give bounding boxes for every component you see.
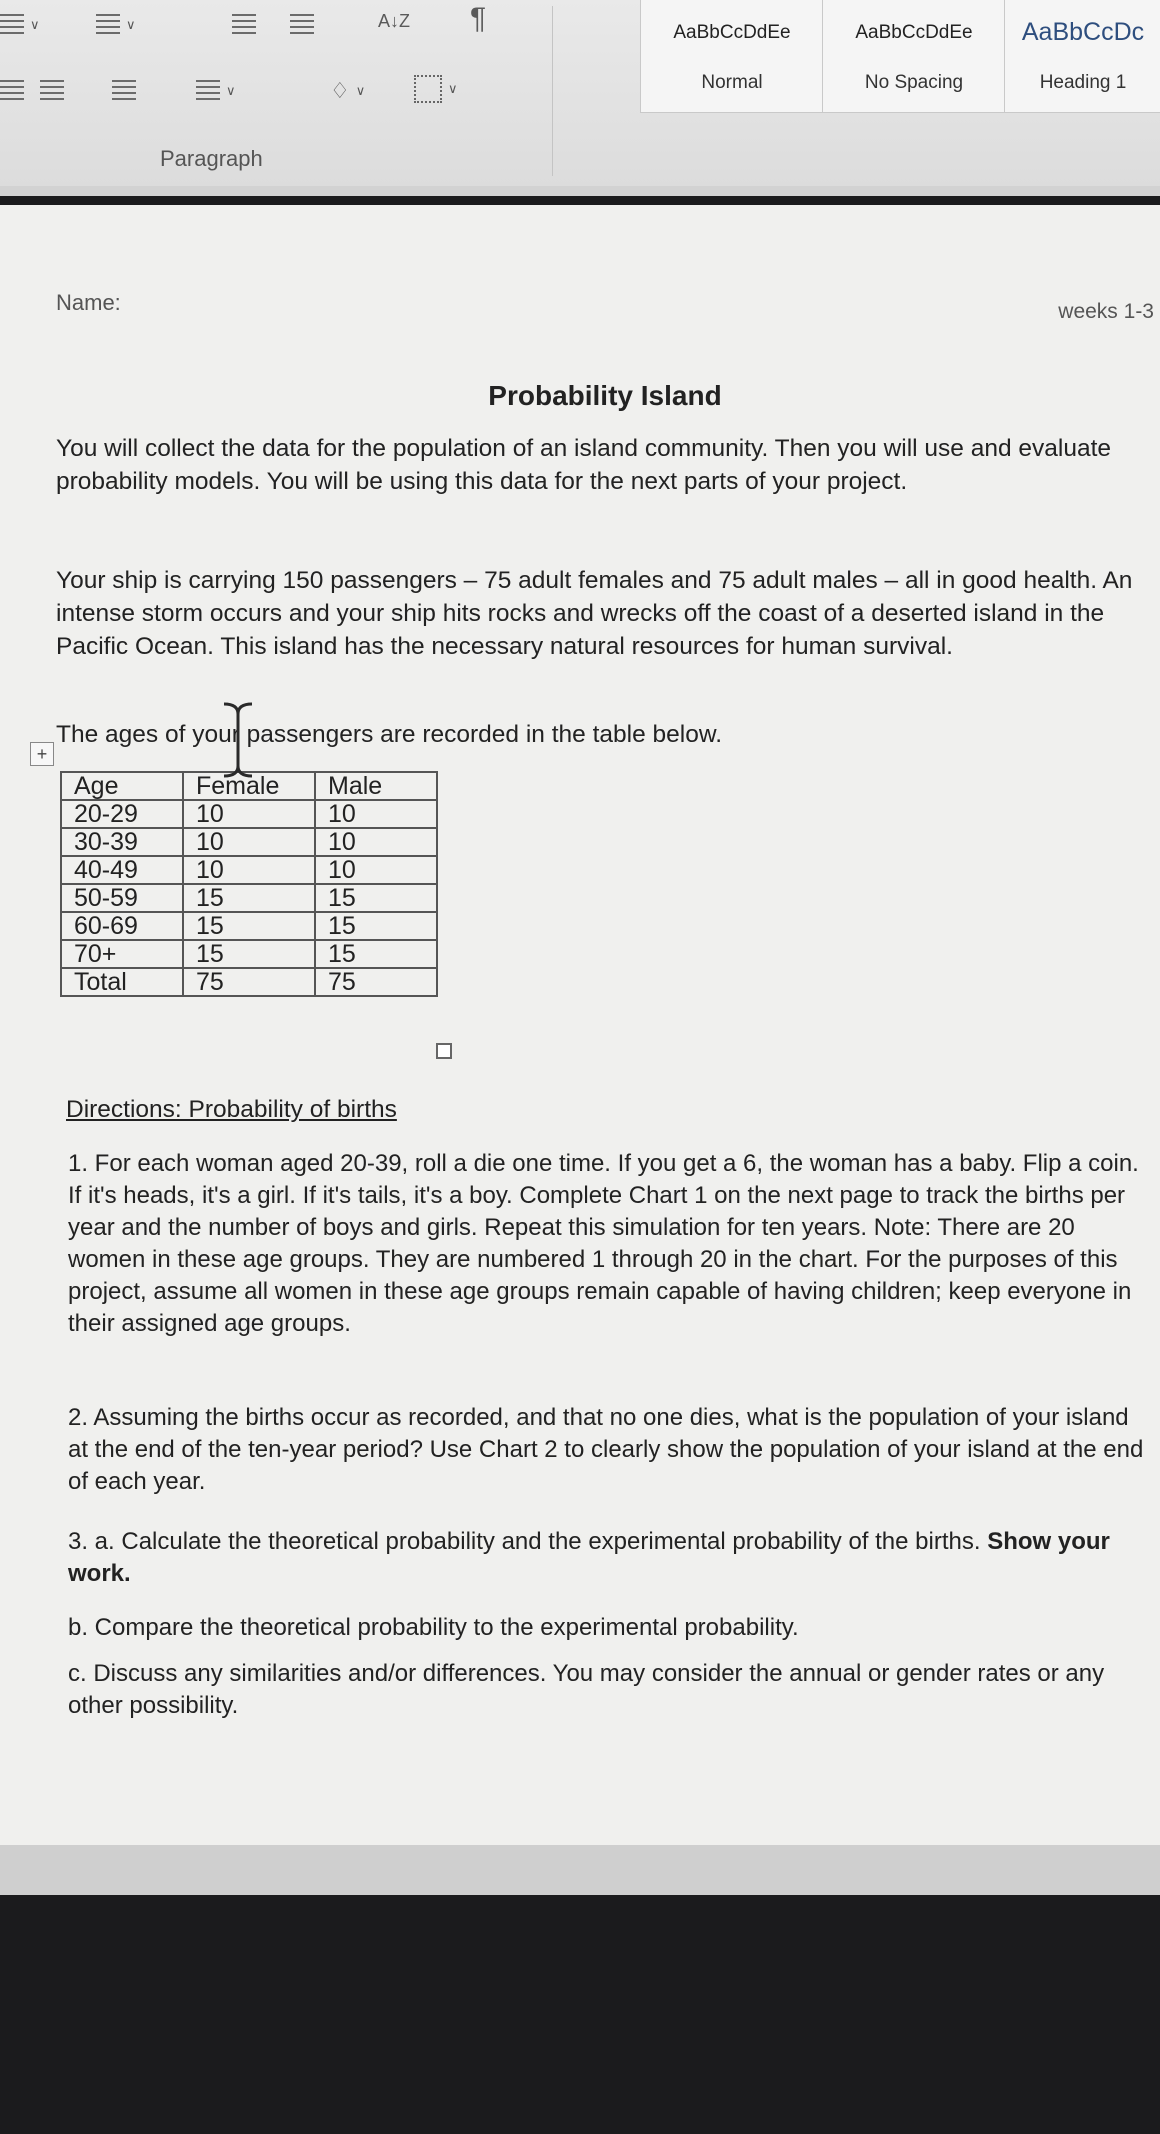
sort-icon: A↓Z: [378, 10, 411, 31]
table-cell: 20-29: [61, 800, 183, 828]
style-heading-1[interactable]: [1004, 0, 1160, 113]
style-sample: AaBbCcDdEe: [855, 22, 973, 43]
direction-item-3a-text: 3. a. Calculate the theoretical probability and the experimental probability of the births.: [68, 1528, 981, 1555]
chevron-down-icon: ∨: [355, 83, 366, 98]
style-sample: AaBbCcDc: [1021, 18, 1145, 46]
ribbon-divider: [552, 6, 553, 176]
pilcrow-icon: ¶: [470, 2, 487, 35]
increase-indent-button[interactable]: [290, 10, 314, 40]
name-label: Name:: [56, 290, 121, 315]
table-cell: 15: [315, 940, 437, 968]
ribbon-toolbar: [0, 0, 1160, 191]
table-cell: 30-39: [61, 828, 183, 856]
style-name: Heading 1: [1039, 72, 1127, 93]
borders-icon: [414, 75, 442, 103]
table-cell: 10: [315, 828, 437, 856]
align-center-icon: [40, 80, 64, 102]
show-formatting-button[interactable]: [470, 4, 486, 34]
direction-item-3a: [68, 1526, 1148, 1590]
sort-button[interactable]: [378, 6, 410, 36]
decrease-indent-icon: [232, 14, 256, 36]
bullets-icon: [0, 14, 24, 36]
page-gap: [0, 1845, 1160, 1895]
table-row: [61, 884, 437, 912]
table-row: [61, 912, 437, 940]
show-work-text: Show your work.: [68, 1528, 1110, 1587]
table-intro: The ages of your passengers are recorded in the table below.: [56, 721, 722, 748]
style-normal[interactable]: [640, 0, 824, 113]
table-header-cell: Female: [183, 772, 315, 800]
table-row: [61, 800, 437, 828]
table-row: [61, 940, 437, 968]
table-cell: 10: [183, 800, 315, 828]
chevron-down-icon: ∨: [30, 17, 40, 32]
table-cell: 15: [315, 884, 437, 912]
table-cell: 10: [315, 856, 437, 884]
direction-item-1: 1. For each woman aged 20-39, roll a die one time. If you get a 6, the woman has a baby. Flip a coin. If it's heads, it's a girl. If it's tails, it's a boy. Complete Chart 1 on the next page to track the births per year and the number of boys and girls. Repeat this simulation for ten years. Note: There are 20 women in these age groups. They are numbered 1 through 20 in the chart. For the purposes of this project, assume all women in these age groups remain capable of having children; keep everyone in their assigned age groups.: [68, 1150, 1139, 1337]
ribbon-separator: [0, 186, 1160, 196]
text-cursor-icon: [218, 700, 258, 780]
style-name: Normal: [701, 72, 763, 93]
style-sample: AaBbCcDdEe: [673, 22, 791, 43]
table-cell: 50-59: [61, 884, 183, 912]
table-cell: 70+: [61, 940, 183, 968]
increase-indent-icon: [290, 14, 314, 36]
chevron-down-icon: ∨: [226, 83, 236, 98]
direction-item-3b: b. Compare the theoretical probability to the experimental probability.: [68, 1614, 799, 1641]
ages-table: [60, 771, 438, 997]
table-move-icon[interactable]: +: [30, 742, 54, 766]
chevron-down-icon: ∨: [448, 81, 458, 96]
table-cell: 60-69: [61, 912, 183, 940]
table-cell: 10: [183, 828, 315, 856]
numbering-button[interactable]: [96, 10, 136, 40]
shading-button[interactable]: [330, 76, 365, 106]
ship-paragraph: Your ship is carrying 150 passengers – 75 adult females and 75 adult males – all in good health. An intense storm occurs and your ship hits rocks and wrecks off the coast of a deserted island in the Pacific Ocean. This island has the necessary natural resources for human survival.: [56, 567, 1133, 660]
direction-item-3c: c. Discuss any similarities and/or differences. You may consider the annual or gender rates or any other possibility.: [68, 1660, 1105, 1719]
numbering-icon: [96, 14, 120, 36]
direction-item-2: 2. Assuming the births occur as recorded, and that no one dies, what is the population of your island at the end of the ten-year period? Use Chart 2 to clearly show the population of your island at the end of each year.: [68, 1404, 1144, 1495]
table-header-cell: Age: [61, 772, 183, 800]
table-header-cell: Male: [315, 772, 437, 800]
align-center-button[interactable]: [40, 76, 64, 106]
align-left-button[interactable]: [0, 76, 24, 106]
decrease-indent-button[interactable]: [232, 10, 256, 40]
borders-button[interactable]: [414, 74, 458, 104]
style-no-spacing[interactable]: [822, 0, 1006, 113]
line-spacing-button[interactable]: [196, 76, 236, 106]
bullets-button[interactable]: [0, 10, 40, 40]
table-cell: 15: [315, 912, 437, 940]
table-cell: 15: [183, 912, 315, 940]
table-cell: 75: [183, 968, 315, 996]
table-resize-handle[interactable]: [436, 1043, 452, 1059]
paragraph-group-label: Paragraph: [160, 146, 263, 171]
table-row: [61, 828, 437, 856]
paint-bucket-icon: ♢: [330, 78, 350, 103]
page-title: Probability Island: [488, 380, 722, 411]
table-row: [61, 968, 437, 996]
align-left-icon: [0, 80, 24, 102]
line-spacing-icon: [196, 80, 220, 102]
weeks-label: weeks 1-3: [1058, 300, 1154, 323]
table-cell: 10: [315, 800, 437, 828]
table-cell: 40-49: [61, 856, 183, 884]
justify-button[interactable]: [112, 76, 136, 106]
table-cell: 15: [183, 940, 315, 968]
directions-heading: Directions: Probability of births: [66, 1096, 397, 1123]
chevron-down-icon: ∨: [126, 17, 136, 32]
table-row: [61, 856, 437, 884]
table-cell: 10: [183, 856, 315, 884]
table-cell: Total: [61, 968, 183, 996]
justify-icon: [112, 80, 136, 102]
table-cell: 15: [183, 884, 315, 912]
table-cell: 75: [315, 968, 437, 996]
intro-paragraph: You will collect the data for the population of an island community. Then you will use and evaluate probability models. You will be using this data for the next parts of your project.: [56, 435, 1112, 495]
style-name: No Spacing: [864, 72, 964, 93]
